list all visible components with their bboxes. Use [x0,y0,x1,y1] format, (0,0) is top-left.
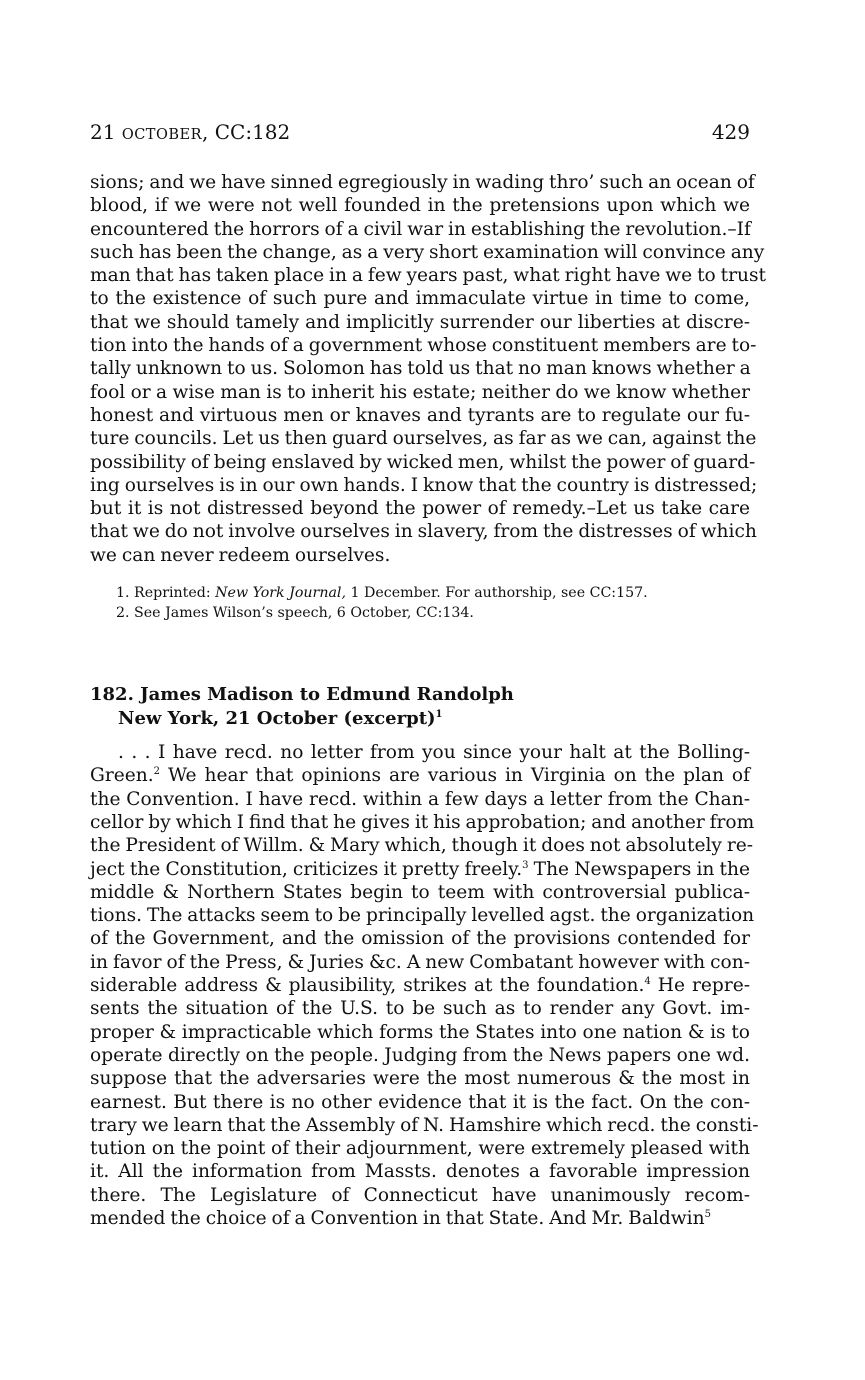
text-line [90,764,750,787]
text-line [90,1021,750,1044]
continuation-paragraph [90,171,766,567]
text-line [90,1160,750,1183]
footnote-ref: 4 [644,975,651,987]
text-line: possibility of being enslaved by wicked men, whilst the power of guard- [90,451,756,473]
text-line: honest and virtuous men or knaves and tyrants are to regulate our fu- [90,404,750,426]
section-subtitle [90,707,750,731]
text-line-part: mended the choice of a Convention in that State. And Mr. Baldwin [90,1207,705,1229]
document-page [90,118,766,1230]
text-line: such has been the change, as a very short examination will convince any [90,241,765,263]
text-line: ing ourselves is in our own hands. I know that the country is distressed; [90,474,758,496]
footnote-1-prefix: 1. Reprinted: [116,585,216,602]
text-line [90,1067,750,1090]
running-head-left [90,118,290,149]
text-line-part: We hear that opinions are various in Virginia on the plan of [160,765,750,787]
text-line-part: the President of Willm. & Mary which, though it does not absolutely re- [90,835,754,857]
text-line [90,1207,750,1230]
text-line-part: tution on the point of their adjournment, were extremely pleased with [90,1138,750,1160]
text-line-part: operate directly on the people. Judging from the News papers one wd. [90,1044,750,1066]
text-line: we can never redeem ourselves. [90,544,391,566]
text-line-part: middle & Northern States begin to teem with controversial publica- [90,881,750,903]
running-head [90,118,750,149]
text-line-part: The Newspapers in the [528,858,751,880]
text-line [90,858,750,881]
text-line: sions; and we have sinned egregiously in wading thro’ such an ocean of [90,172,755,193]
text-line: that we do not involve ourselves in slavery, from the distresses of which [90,521,757,543]
section-title: 182. James Madison to Edmund Randolph [90,684,514,706]
footnote-1-source: New York Journal, [215,585,346,602]
text-line: that we should tamely and implicitly surrender our liberties at discre- [90,311,750,333]
section-note-ref: 1 [435,709,443,721]
letter-paragraph [90,741,759,1230]
section-subtitle-text: New York, 21 October (excerpt) [118,708,436,730]
footnote-1 [116,583,750,603]
text-line [90,951,750,974]
footnote-ref: 5 [704,1208,711,1220]
text-line [90,834,754,857]
running-head-document-ref: , CC:182 [202,120,291,144]
text-line-part: in favor of the Press, & Juries &c. A new Combatant however with con- [90,951,750,973]
text-line-part: Green. [90,765,154,787]
text-line: to the existence of such pure and immaculate virtue in time to come, [90,288,750,310]
text-line-part: cellor by which I find that he gives it his approbation; and another from [90,811,755,833]
text-line [90,974,750,997]
text-line [90,788,750,811]
text-line-part: He repre- [650,975,750,997]
text-line: but it is not distressed beyond the power of remedy.–Let us take care [90,498,750,520]
text-line-part: it. All the information from Massts. denotes a favorable impression [90,1161,750,1183]
text-line [90,904,755,927]
page-number: 429 [711,120,750,144]
text-line [90,1091,750,1114]
text-line-part: of the Government, and the omission of the provisions contended for [90,928,750,950]
text-line: man that has taken place in a few years past, what right have we to trust [90,265,766,287]
text-line-part: suppose that the adversaries were the most numerous & the most in [90,1068,750,1090]
text-line [90,1137,750,1160]
text-line [90,1184,750,1207]
text-line [90,1044,750,1067]
text-line: tion into the hands of a government whose constituent members are to- [90,335,757,357]
text-line-part: the Convention. I have recd. within a few days a letter from the Chan- [90,788,750,810]
text-line [90,741,750,764]
text-line: tally unknown to us. Solomon has told us that no man knows whether a [90,358,751,380]
text-line-part: tions. The attacks seem to be principally levelled agst. the organization [90,905,755,927]
text-line-part: sents the situation of the U.S. to be such as to render any Govt. im- [90,998,750,1020]
footnote-ref: 2 [153,766,161,778]
running-head-month: OCTOBER [121,127,203,143]
text-line-part: there. The Legislature of Connecticut have unanimously recom- [90,1184,750,1206]
text-line-part: proper & impracticable which forms the States into one nation & is to [90,1021,750,1043]
section-heading [90,683,750,731]
text-line [90,927,750,950]
text-line [90,811,755,834]
footnote-ref: 3 [522,859,529,871]
text-line-part: . . . I have recd. no letter from you since your halt at the Bolling- [118,742,750,764]
text-line-part: ject the Constitution, criticizes it pretty freely. [90,858,523,880]
text-line [90,881,750,904]
text-line [90,1114,759,1137]
text-line: blood, if we were not well founded in the pretensions upon which we [90,195,750,217]
text-line-part: earnest. But there is no other evidence that it is the fact. On the con- [90,1091,750,1113]
text-line: ture councils. Let us then guard ourselves, as far as we can, against the [90,428,757,450]
text-line: encountered the horrors of a civil war in establishing the revolution.–If [90,218,751,240]
footnote-2: 2. See James Wilson’s speech, 6 October, CC:134. [116,605,474,622]
text-line-part: siderable address & plausibility, strikes at the foundation. [90,975,645,997]
text-line [90,997,750,1020]
footnote-1-suffix: 1 December. For authorship, see CC:157. [345,585,648,602]
text-line-part: trary we learn that the Assembly of N. Hamshire which recd. the consti- [90,1114,759,1136]
footnotes [90,583,750,623]
running-head-date: 21 [90,120,122,144]
text-line: fool or a wise man is to inherit his estate; neither do we know whether [90,381,750,403]
